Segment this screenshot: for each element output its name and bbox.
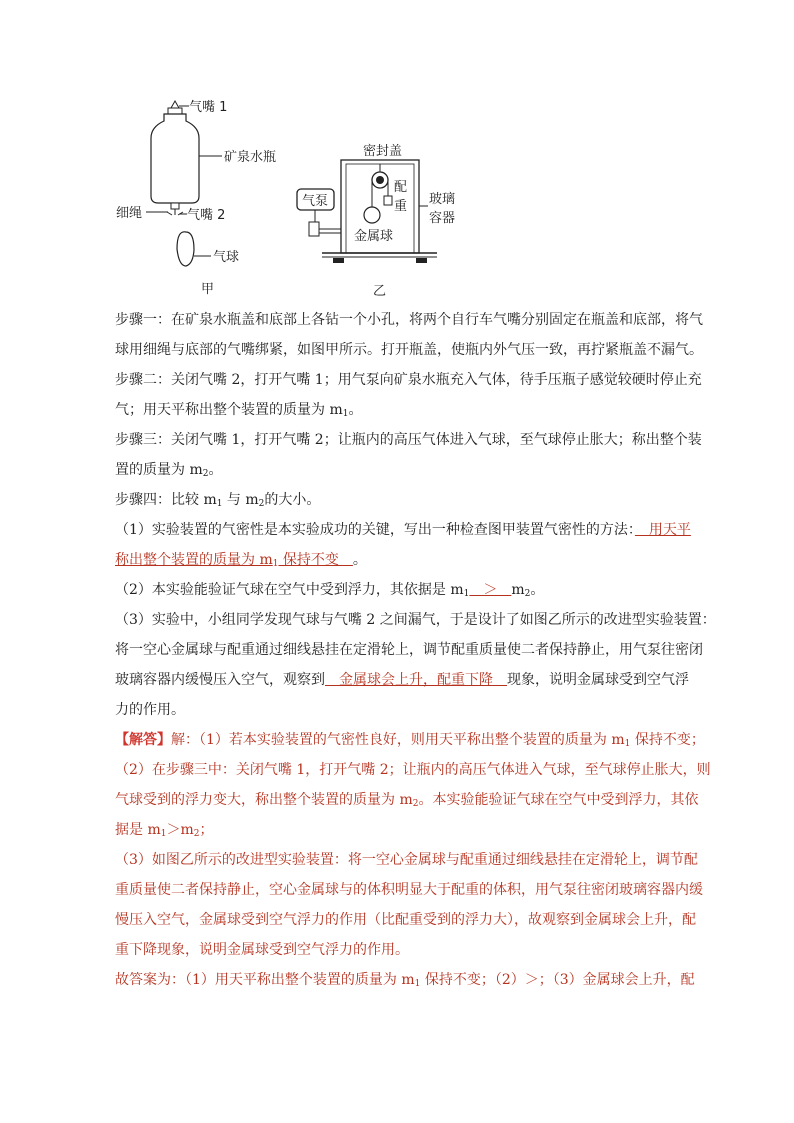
subscript: 2: [412, 799, 419, 809]
label-weight-1: 配: [394, 180, 408, 195]
solution-line-2: （2）在步骤三中：关闭气嘴 1，打开气嘴 2；让瓶内的高压气体进入气球，至气球停止胀大，则: [115, 762, 711, 778]
experiment-figures: [0, 0, 794, 300]
bottle-cap: [168, 108, 182, 114]
metal-ball: [364, 207, 380, 223]
answer-1-part-2: [115, 552, 353, 568]
solution-end-4: ；: [199, 822, 214, 838]
step-3-line-2: [115, 455, 705, 485]
question-3-post: 现象，说明金属球受到空气浮: [507, 672, 689, 688]
valve: [309, 222, 319, 236]
label-weight-2: 重: [394, 199, 408, 214]
step-1-line-2: 球用细绳与底部的气嘴绑紧，如图甲所示。打开瓶盖，使瓶内外气压一致，再拧紧瓶盖不漏气。: [115, 342, 703, 358]
label-glass-2: 容器: [429, 211, 456, 226]
subscript: 1: [342, 409, 349, 419]
subscript: 1: [463, 589, 470, 599]
subscript: 1: [272, 559, 279, 569]
question-1-line-2: [115, 545, 705, 575]
step-2-line-1: 步骤二：关闭气嘴 2，打开气嘴 1；用气泵向矿泉水瓶充入气体，待手压瓶子感觉较硬时停止充: [115, 372, 702, 388]
foot-left: [333, 258, 344, 263]
m-symbol: m: [511, 582, 525, 598]
final-answer-text: 故答案为：（1）用天平称出整个装置的质量为 m: [115, 972, 415, 988]
figure-jia: [116, 99, 276, 297]
solution-label: 【解答】: [115, 732, 171, 748]
solution-end-1: 保持不变；: [630, 732, 705, 748]
question-content: [115, 305, 716, 995]
solution-line-1: [115, 725, 705, 755]
answer-1-text: 称出整个装置的质量为 m: [115, 552, 273, 568]
step-4-mid: 与 m: [222, 492, 259, 508]
figure-yi: [297, 144, 455, 299]
label-balloon: 气球: [213, 250, 240, 265]
pulley-inner: [376, 176, 384, 184]
punct: 。: [352, 552, 367, 568]
caption-yi: 乙: [373, 284, 387, 299]
solution-block: [115, 725, 711, 995]
solution-end-3: 。本实验能验证气球在空气中受到浮力，其依: [418, 792, 699, 808]
punct: 。: [348, 402, 363, 418]
nozzle-2-shape: [171, 203, 179, 209]
punct: 。: [530, 582, 545, 598]
label-metal-ball: 金属球: [354, 229, 394, 244]
step-3-line-1: 步骤三：关闭气嘴 1，打开气嘴 2；让瓶内的高压气体进入气球，至气球停止胀大；称出整个装: [115, 432, 702, 448]
subscript: 1: [414, 979, 421, 989]
step-2-line-2: [115, 395, 705, 425]
foot-right: [416, 258, 427, 263]
solution-text-3: 气球受到的浮力变大，称出整个装置的质量为 m: [115, 792, 413, 808]
step-2-text: 气；用天平称出整个装置的质量为 m: [115, 402, 343, 418]
label-cap: 密封盖: [363, 144, 403, 159]
question-2-text: （2）本实验能验证气球在空气中受到浮力，其依据是 m: [115, 582, 464, 598]
question-3-text: 玻璃容器内缓慢压入空气，观察到: [115, 672, 325, 688]
counterweight: [384, 196, 392, 205]
final-answer-line: [115, 965, 705, 995]
label-bottle: 矿泉水瓶: [224, 150, 277, 165]
solution-line-7: 慢压入空气，金属球受到空气浮力的作用（比配重受到的浮力大），故观察到金属球会上升，配: [115, 912, 696, 928]
solution-line-4: [115, 815, 705, 845]
answer-1-part-1: 用天平: [634, 522, 691, 538]
step-3-text: 置的质量为 m: [115, 462, 203, 478]
step-4-line: [115, 485, 705, 515]
question-2-line: [115, 575, 705, 605]
label-nozzle-2: 气嘴 2: [187, 208, 226, 223]
question-1-text: （1）实验装置的气密性是本实验成功的关键，写出一种检查图甲装置气密性的方法：: [115, 522, 635, 538]
answer-3: 金属球会上升，配重下降: [325, 672, 507, 688]
step-1-line-1: 步骤一：在矿泉水瓶盖和底部上各钻一个小孔，将两个自行车气嘴分别固定在瓶盖和底部，将气: [115, 312, 703, 328]
question-3-line-2: 将一空心金属球与配重通过细线悬挂在定滑轮上，调节配重质量使二者保持静止，用气泵往密闭: [115, 642, 703, 658]
question-3-line-4: 力的作用。: [115, 702, 185, 718]
question-3-line-1: （3）实验中，小组同学发现气球与气嘴 2 之间漏气，于是设计了如图乙所示的改进型实验装置：: [115, 612, 716, 628]
subscript: 2: [524, 589, 531, 599]
solution-text-1: 解：（1）若本实验装置的气密性良好，则用天平称出整个装置的质量为 m: [171, 732, 625, 748]
subscript: 1: [216, 499, 223, 509]
label-nozzle-1: 气嘴 1: [189, 100, 228, 115]
subscript: 2: [258, 499, 265, 509]
question-1-line-1: [115, 515, 705, 545]
balloon-shape: [177, 232, 194, 266]
bottle-body: [151, 114, 199, 203]
subscript: 1: [160, 829, 167, 839]
label-pump: 气泵: [302, 194, 329, 209]
subscript: 2: [193, 829, 200, 839]
solution-mid-4: ＞m: [166, 822, 194, 838]
step-4-end: 的大小。: [264, 492, 321, 508]
solution-line-3: [115, 785, 705, 815]
label-rope: 细绳: [116, 206, 143, 221]
question-3-line-3: [115, 665, 705, 695]
step-4-text: 步骤四：比较 m: [115, 492, 217, 508]
punct: 。: [208, 462, 223, 478]
subscript: 1: [624, 739, 631, 749]
answer-2: ＞: [469, 582, 512, 598]
caption-jia: 甲: [201, 282, 215, 297]
final-answer-rest: 保持不变；（2）＞；（3）金属球会上升，配: [420, 972, 695, 988]
subscript: 2: [202, 469, 209, 479]
nozzle-1-shape: [171, 101, 179, 108]
label-glass-1: 玻璃: [429, 192, 456, 207]
solution-text-4: 据是 m: [115, 822, 161, 838]
answer-1-end: 保持不变: [278, 552, 353, 568]
solution-line-8: 重下降现象，说明金属球受到空气浮力的作用。: [115, 942, 409, 958]
solution-line-5: （3）如图乙所示的改进型实验装置：将一空心金属球与配重通过细线悬挂在定滑轮上，调节配: [115, 852, 698, 868]
solution-line-6: 重质量使二者保持静止，空心金属球与的体积明显大于配重的体积，用气泵往密闭玻璃容器内缓: [115, 882, 703, 898]
